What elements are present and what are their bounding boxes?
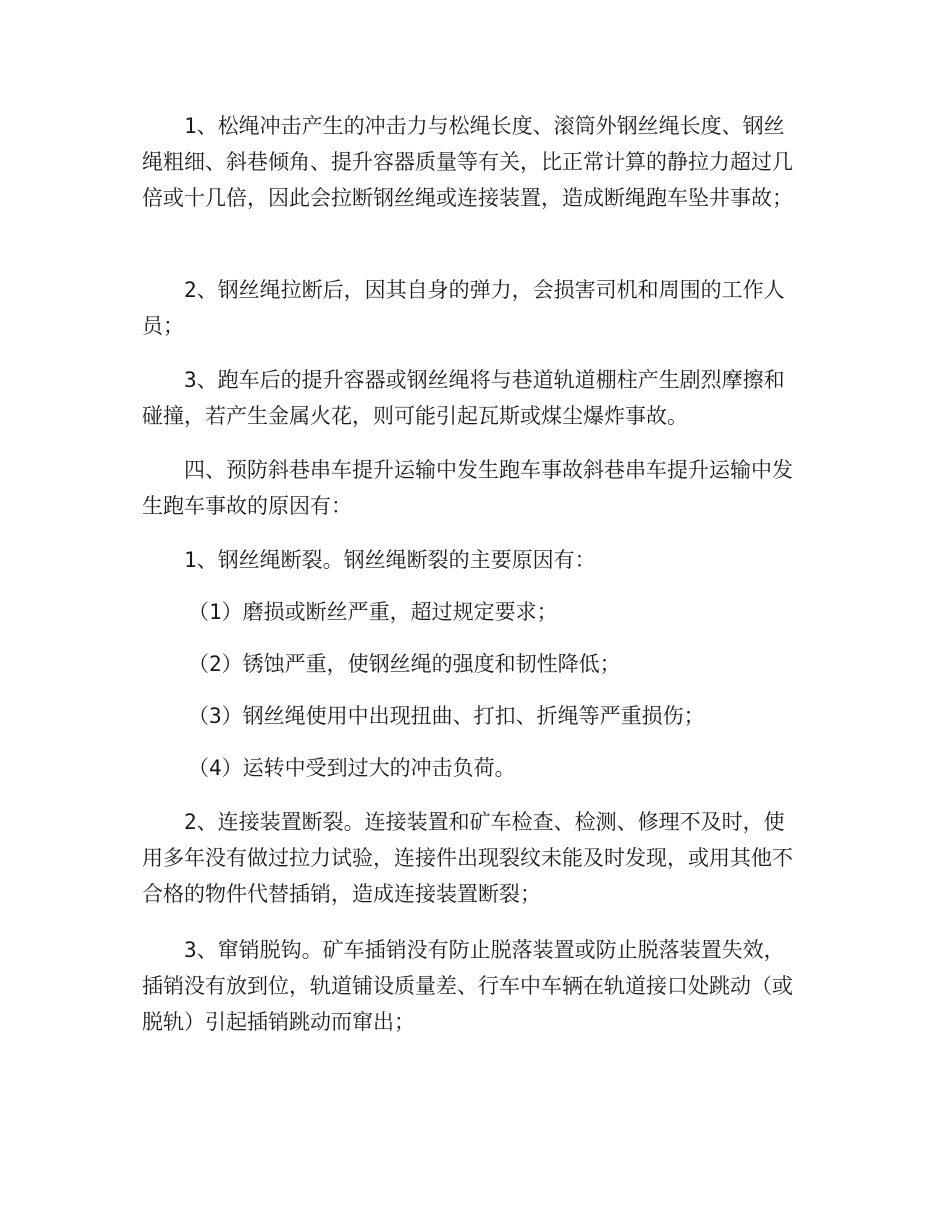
list-item-3: （3）钢丝绳使用中出现扭曲、打扣、折绳等严重损伤； [188, 704, 705, 728]
list-item-4: （4）运转中受到过大的冲击负荷。 [188, 756, 516, 780]
list-item-2: （2）锈蚀严重，使钢丝绳的强度和韧性降低； [188, 652, 621, 676]
paragraph-cause-2: 2、连接装置断裂。连接装置和矿车检查、检测、修理不及时，使用多年没有做过拉力试验，连接件出现裂纹未能及时发现，或用其他不合格的物件代替插销，造成连接装置断裂； [142, 810, 793, 906]
paragraph-3: 3、跑车后的提升容器或钢丝绳将与巷道轨道棚柱产生剧烈摩擦和碰撞，若产生金属火花，则可能引起瓦斯或煤尘爆炸事故。 [142, 368, 785, 428]
paragraph-cause-1: 1、钢丝绳断裂。钢丝绳断裂的主要原因有： [184, 548, 596, 572]
paragraph-1: 1、松绳冲击产生的冲击力与松绳长度、滚筒外钢丝绳长度、钢丝绳粗细、斜巷倾角、提升容器质量等有关，比正常计算的静拉力超过几倍或十几倍，因此会拉断钢丝绳或连接装置，造成断绳跑车坠井事故； [142, 114, 793, 210]
section-heading-four: 四、预防斜巷串车提升运输中发生跑车事故斜巷串车提升运输中发 生跑车事故的原因有： [142, 458, 819, 518]
paragraph-cause-3: 3、窜销脱钩。矿车插销没有防止脱落装置或防止脱落装置失效，插销没有放到位，轨道铺设质量差、行车中车辆在轨道接口处跳动（或脱轨）引起插销跳动而窜出； [142, 938, 793, 1034]
list-item-1: （1）磨损或断丝严重，超过规定要求； [188, 600, 558, 624]
paragraph-2: 2、钢丝绳拉断后，因其自身的弹力，会损害司机和周围的工作人员； [142, 278, 785, 338]
